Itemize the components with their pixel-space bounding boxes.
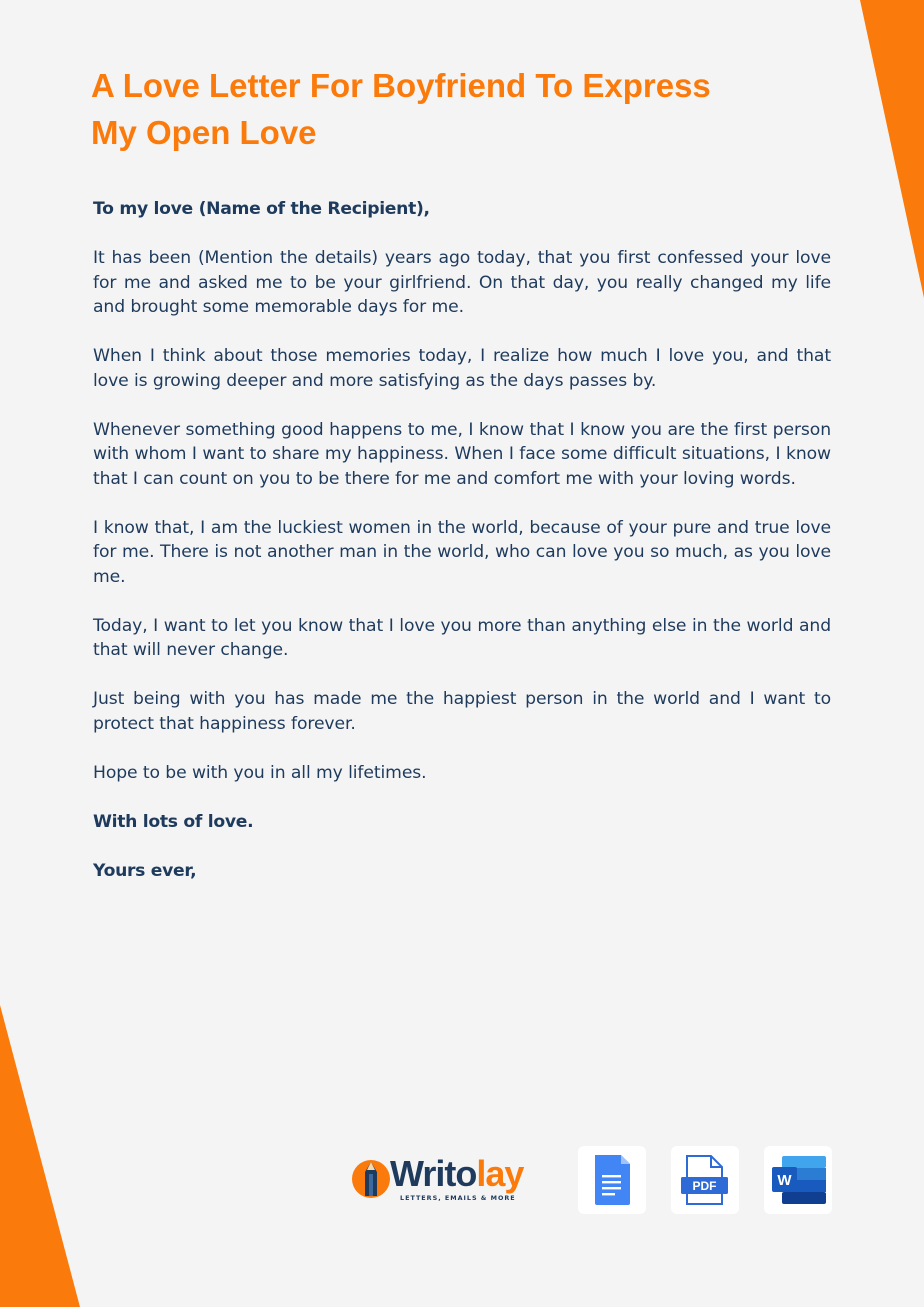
pdf-icon-label: PDF [692, 1179, 717, 1193]
bottom-left-orange-stripe [0, 1005, 80, 1307]
word-icon-label: W [777, 1172, 792, 1189]
logo-wordmark-main: Writo [390, 1153, 477, 1194]
letter-signoff: Yours ever, [93, 860, 197, 881]
title-line-1: A Love Letter For Boyfriend To Express [91, 67, 711, 104]
letter-closing: With lots of love. [93, 811, 254, 832]
download-footer [350, 1146, 832, 1214]
letter-paragraph: When I think about those memories today, I realize how much I love you, and that love is growing deeper and more satisfying as the days passes by. [93, 346, 831, 391]
google-docs-icon [578, 1146, 646, 1214]
logo-wordmark [390, 1153, 524, 1194]
top-right-orange-stripe [860, 0, 924, 298]
word-icon [764, 1146, 832, 1214]
logo-tagline: LETTERS, EMAILS & MORE [400, 1194, 516, 1202]
google-docs-download-button[interactable] [578, 1146, 646, 1214]
letter-body [93, 197, 831, 908]
pencil-logo-icon [352, 1160, 390, 1198]
letter-paragraph: It has been (Mention the details) years ago today, that you first confessed your love for me and asked me to be your girlfriend. On that day, you really changed my life and brought some memorable days for me. [93, 248, 831, 317]
letter-paragraph: Whenever something good happens to me, I know that I know you are the first person with whom I want to share my happiness. When I face some difficult situations, I know that I can count on you to be there for me and comfort me with your loving words. [93, 419, 831, 489]
word-download-button[interactable] [764, 1146, 832, 1214]
logo-wordmark-accent: lay [476, 1153, 524, 1194]
writolay-logo[interactable] [350, 1153, 546, 1204]
pdf-icon [671, 1146, 739, 1214]
letter-paragraph: I know that, I am the luckiest women in the world, because of your pure and true love for me. There is not another man in the world, who can love you so much, as you love me. [93, 517, 831, 587]
pdf-download-button[interactable] [671, 1146, 739, 1214]
letter-paragraph: Hope to be with you in all my lifetimes. [93, 762, 427, 783]
title-line-2: My Open Love [91, 114, 317, 151]
letter-salutation: To my love (Name of the Recipient), [93, 199, 430, 219]
page-title [91, 62, 811, 156]
letter-paragraph: Today, I want to let you know that I love you more than anything else in the world and that will never change. [93, 615, 831, 660]
letter-paragraph: Just being with you has made me the happiest person in the world and I want to protect that happiness forever. [93, 689, 831, 734]
